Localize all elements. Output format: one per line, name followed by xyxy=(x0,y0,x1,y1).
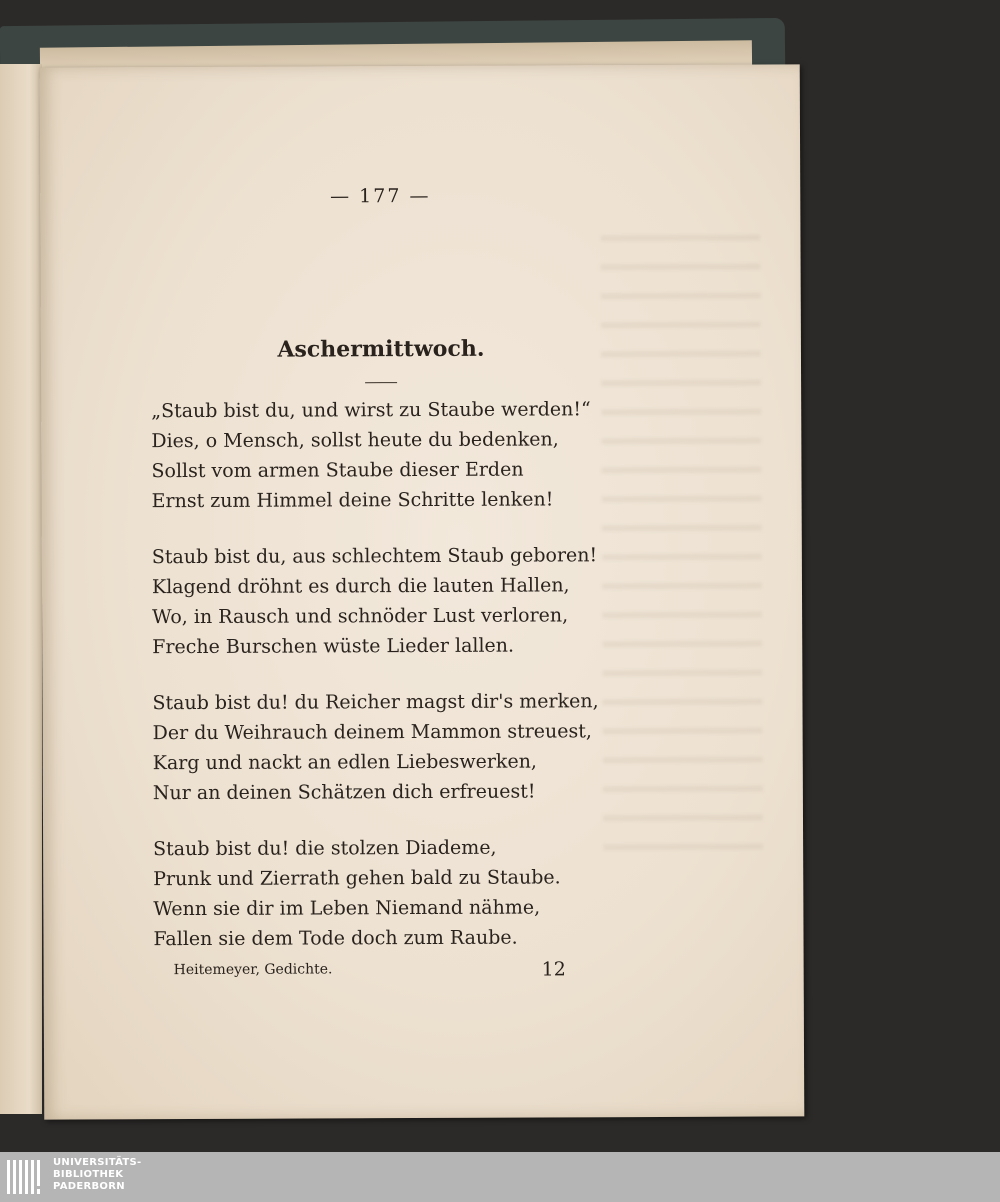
page-text xyxy=(150,175,614,986)
verse-line: Wenn sie dir im Leben Niemand nähme, xyxy=(153,896,541,921)
verse-line: Freche Burschen wüste Lieder lallen. xyxy=(152,634,515,659)
verse-line: Staub bist du! die stolzen Diademe, xyxy=(153,836,497,861)
verse-line: Ernst zum Himmel deine Schritte lenken! xyxy=(151,488,554,513)
stanza xyxy=(151,394,612,516)
page-number: — 177 — xyxy=(330,184,431,208)
verse-line: Nur an deinen Schätzen dich erfreuest! xyxy=(152,780,536,805)
sheet-number: 12 xyxy=(541,958,566,981)
logo-line: UNIVERSITÄTS- xyxy=(53,1157,142,1168)
verse-line: Wo, in Rausch und schnöder Lust verloren, xyxy=(152,604,569,629)
logo-line: BIBLIOTHEK xyxy=(53,1169,124,1180)
page-footer xyxy=(154,954,614,986)
facing-page-edge xyxy=(0,64,42,1114)
verse-line: „Staub bist du, und wirst zu Staube werden!“ xyxy=(151,398,591,423)
verse-line: Prunk und Zierrath gehen bald zu Staube. xyxy=(153,866,561,891)
verse-line: Fallen sie dem Tode doch zum Raube. xyxy=(153,926,518,951)
verse-line: Klagend dröhnt es durch die lauten Hallen, xyxy=(151,574,570,599)
verse-line: Der du Weihrauch deinem Mammon streuest, xyxy=(152,720,592,745)
library-logo-text xyxy=(53,1157,142,1193)
verse-line: Staub bist du! du Reicher magst dir's merken, xyxy=(152,690,599,715)
stanza xyxy=(152,686,613,808)
logo-line: PADERBORN xyxy=(53,1181,125,1192)
show-through-text xyxy=(600,235,763,856)
verse-line: Karg und nackt an edlen Liebeswerken, xyxy=(152,750,537,775)
poem-body xyxy=(151,394,613,954)
footer-signature: Heitemeyer, Gedichte. xyxy=(173,961,333,979)
verse-line: Sollst vom armen Staube dieser Erden xyxy=(151,458,524,483)
poem-title: Aschermittwoch. xyxy=(277,335,485,363)
stanza xyxy=(152,540,613,662)
verse-line: Staub bist du, aus schlechtem Staub geboren! xyxy=(151,544,598,569)
stanza xyxy=(153,832,614,954)
title-divider xyxy=(365,382,397,383)
library-logo-bar xyxy=(0,1152,1000,1202)
verse-line: Dies, o Mensch, sollst heute du bedenken, xyxy=(151,428,559,453)
library-logo-icon xyxy=(6,1158,46,1196)
book-page xyxy=(40,64,805,1119)
